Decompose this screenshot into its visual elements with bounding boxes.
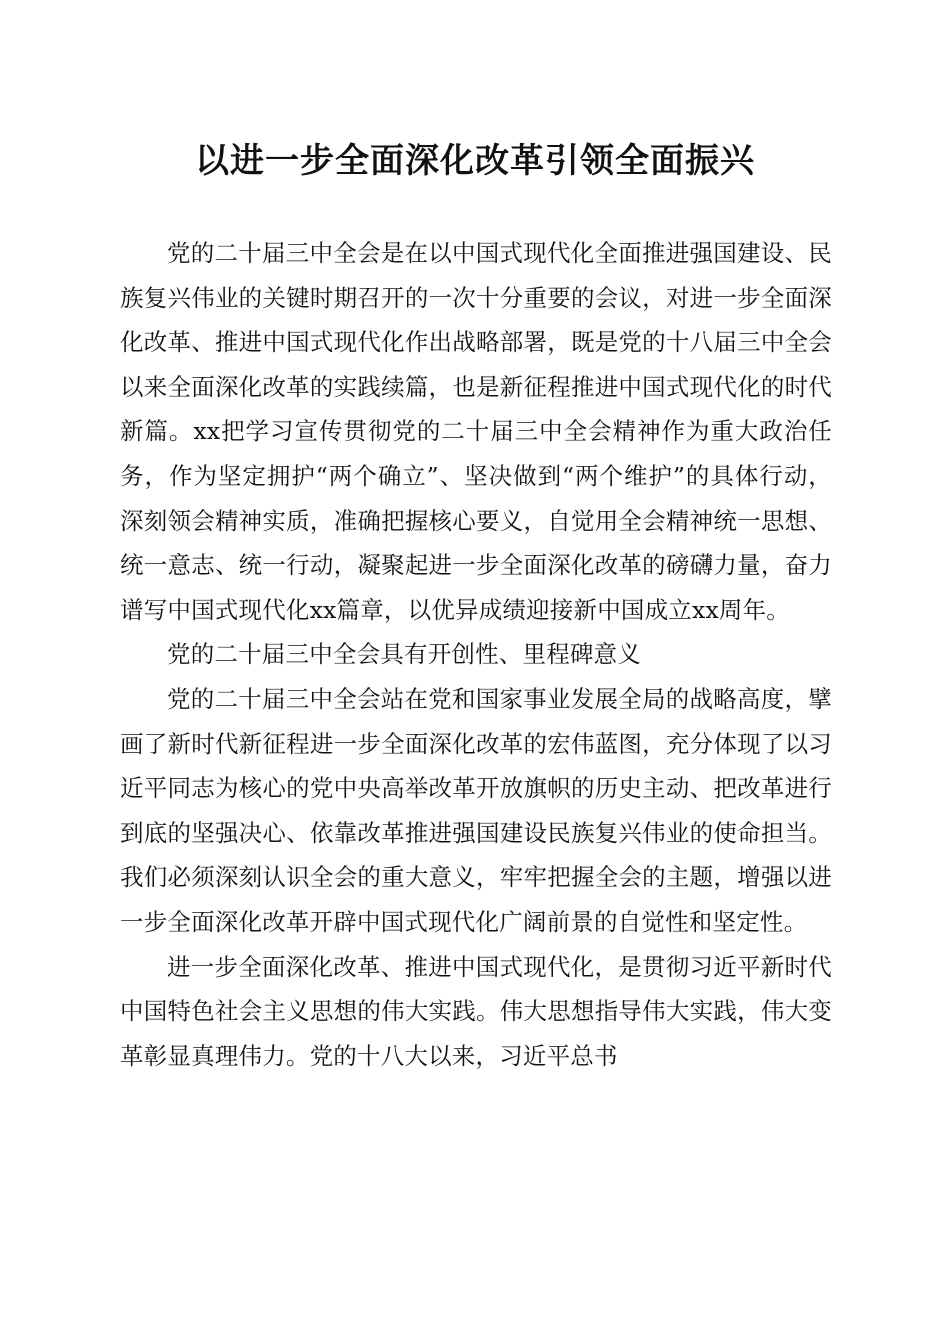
document-title: 以进一步全面深化改革引领全面振兴 [195,141,755,181]
paragraph-practice: 进一步全面深化改革、推进中国式现代化，是贯彻习近平新时代中国特色社会主义思想的伟大实践。伟大思想指导伟大实践，伟大变革彰显真理伟力。党的十八大以来，习近平总书 [120,952,832,1070]
paragraph-significance: 党的二十届三中全会站在党和国家事业发展全局的战略高度，擘画了新时代新征程进一步全面深化改革的宏伟蓝图，充分体现了以习近平同志为核心的党中央高举改革开放旗帜的历史主动、把改革进行到底的坚强决心、依靠改革推进强国建设民族复兴伟业的使命担当。我们必须深刻认识全会的重大意义，牢牢把握全会的主题，增强以进一步全面深化改革开辟中国式现代化广阔前景的自觉性和坚定性。 [120,684,832,936]
section-heading: 党的二十届三中全会具有开创性、里程碑意义 [167,640,641,669]
paragraph-intro: 党的二十届三中全会是在以中国式现代化全面推进强国建设、民族复兴伟业的关键时期召开的一次十分重要的会议，对进一步全面深化改革、推进中国式现代化作出战略部署，既是党的十八届三中全会以来全面深化改革的实践续篇，也是新征程推进中国式现代化的时代新篇。xx把学习宣传贯彻党的二十届三中全会精神作为重大政治任务，作为坚定拥护“两个确立”、坚决做到“两个维护”的具体行动，深刻领会精神实质，准确把握核心要义，自觉用全会精神统一思想、统一意志、统一行动，凝聚起进一步全面深化改革的磅礴力量，奋力谱写中国式现代化xx篇章，以优异成绩迎接新中国成立xx周年。 [120,239,832,624]
document-body [120,231,832,1078]
